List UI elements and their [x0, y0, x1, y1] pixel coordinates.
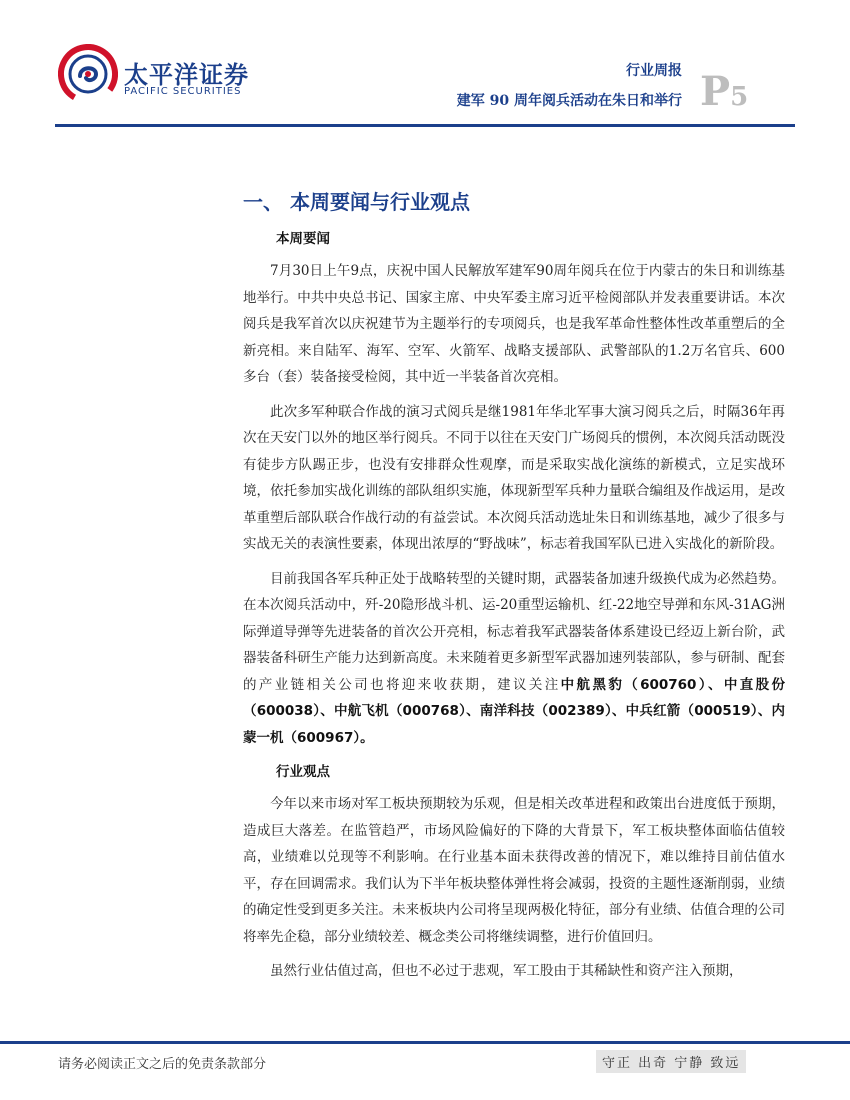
news-paragraph: 此次多军种联合作战的演习式阅兵是继1981年华北军事大演习阅兵之后，时隔36年再次在天安门以外的地区举行阅兵。不同于以往在天安门广场阅兵的惯例，本次阅兵活动既没有徒步方队踢正步，也没有安排群众性观摩，而是采取实战化演练的新模式，立足实战环境，依托参加实战化训练的部队组织实施，体现新型军兵种力量联合编组及作战运用，是改革重塑后部队联合作战行动的有益尝试。本次阅兵活动选址朱日和训练基地，减少了很多与实战无关的表演性要素，体现出浓厚的“野战味”，标志着我国军队已进入实战化的新阶段。 — [243, 403, 785, 552]
header-divider — [55, 124, 795, 127]
brand-name-cn: 太平洋证券 — [124, 61, 249, 89]
view-subheading: 行业观点 — [276, 764, 330, 780]
news-paragraph: 7月30日上午9点，庆祝中国人民解放军建军90周年阅兵在位于内蒙古的朱日和训练基地举行。中共中央总书记、国家主席、中央军委主席习近平检阅部队并发表重要讲话。本次阅兵是我军首次以庆祝建节为主题举行的专项阅兵，也是我军革命性整体性改革重塑后的全新亮相。来自陆军、海军、空军、火箭军、战略支援部队、武警部队的1.2万名官兵、600多台（套）装备接受检阅，其中近一半装备首次亮相。 — [243, 263, 785, 385]
disclaimer-text: 请务必阅读正文之后的免责条款部分 — [58, 1057, 267, 1072]
view-paragraph: 今年以来市场对军工板块预期较为乐观，但是相关改革进程和政策出台进度低于预期，造成巨大落差。在监管趋严，市场风险偏好的下降的大背景下，军工板块整体面临估值较高，业绩难以兑现等不利影响。在行业基本面未获得改善的情况下，难以维持目前估值水平，存在回调需求。我们认为下半年板块整体弹性将会减弱，投资的主题性逐渐削弱，业绩的确定性受到更多关注。未来板块内公司将呈现两极化特征，部分有业绩、估值合理的公司将率先企稳，部分业绩较差、概念类公司将继续调整，进行价值回归。 — [243, 796, 785, 945]
page-prefix: P — [700, 68, 731, 115]
view-paragraph: 虽然行业估值过高，但也不必过于悲观，军工股由于其稀缺性和资产注入预期， — [270, 963, 743, 979]
article-body — [243, 226, 785, 993]
company-motto: 守正 出奇 宁静 致远 — [596, 1050, 746, 1073]
section-heading: 一、 本周要闻与行业观点 — [243, 190, 470, 214]
report-type: 行业周报 — [626, 63, 682, 79]
news-paragraph-text: 目前我国各军兵种正处于战略转型的关键时期，武器装备加速升级换代成为必然趋势。在本次阅兵活动中，歼-20隐形战斗机、运-20重型运输机、红-22地空导弹和东风-31AG洲际弹道导弹等先进装备的首次公开亮相，标志着我军武器装备体系建设已经迈上新台阶，武器装备科研生产能力达到新高度。未来随着更多新型军武器加速列装部队，参与研制、配套的产业链相关公司也将迎来收获期，建议关注 — [243, 570, 785, 693]
pacific-securities-logo-icon — [58, 44, 118, 104]
page-number — [700, 68, 748, 115]
footer-divider — [0, 1041, 850, 1044]
report-title: 建军 90 周年阅兵活动在朱日和举行 — [456, 93, 682, 109]
page-number-value: 5 — [730, 82, 749, 112]
brand-name-en: PACIFIC SECURITIES — [124, 86, 242, 97]
recommended-stocks: 中航黑豹（600760）、中直股份（600038）、中航飞机（000768）、南洋科技（002389）、中兵红箭（000519）、内蒙一机（600967）。 — [243, 676, 785, 746]
news-paragraph — [243, 566, 785, 752]
news-subheading: 本周要闻 — [276, 231, 330, 247]
